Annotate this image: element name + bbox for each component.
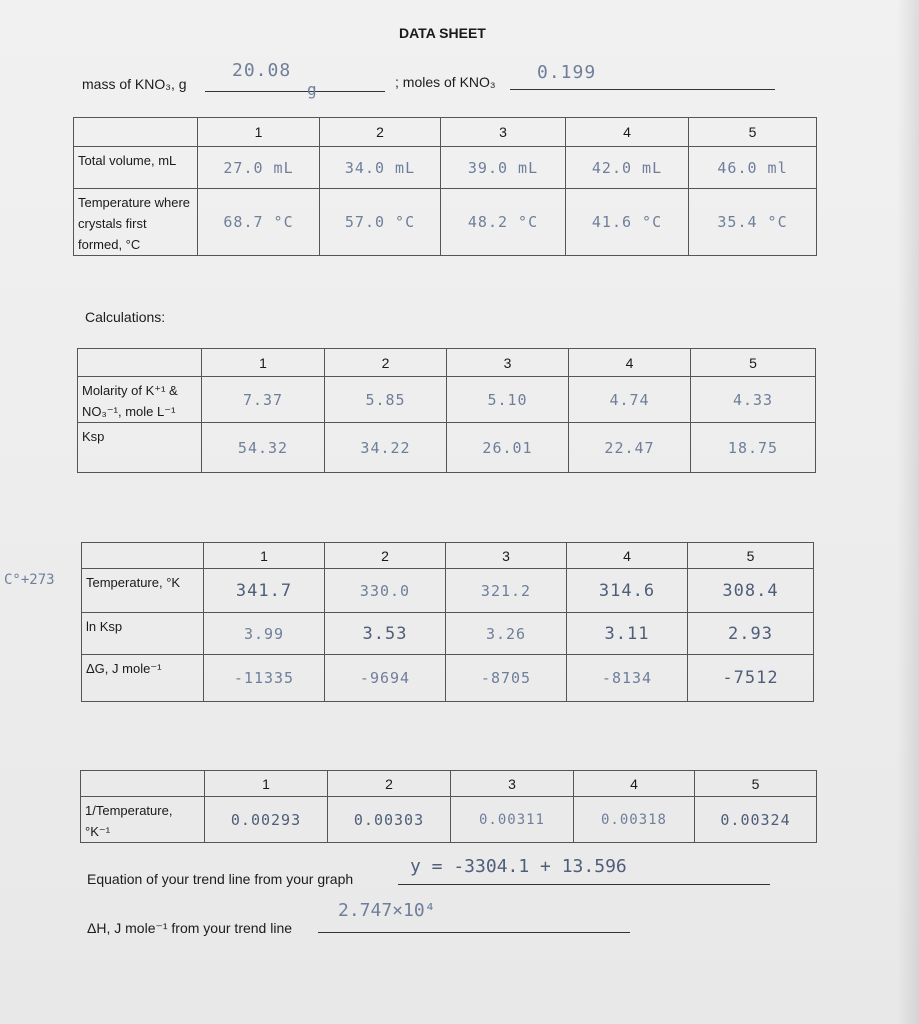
data-table-inverse-temperature [80, 770, 817, 843]
row-label-ksp: Ksp [78, 423, 202, 473]
corner-cell [74, 118, 198, 147]
table-cell: 4.33 [691, 377, 816, 423]
col-header: 1 [198, 118, 320, 147]
table-cell: -8134 [567, 655, 688, 702]
table-cell: 330.0 [325, 569, 446, 613]
table-cell: 2.93 [688, 613, 814, 655]
col-header: 5 [689, 118, 817, 147]
table-cell: 4.74 [569, 377, 691, 423]
enthalpy-label: ΔH, J mole⁻¹ from your trend line [87, 920, 293, 936]
mass-value: 20.08 [232, 60, 292, 81]
table-cell: 3.53 [325, 613, 446, 655]
table-cell: 18.75 [691, 423, 816, 473]
table-cell: 26.01 [447, 423, 569, 473]
table-cell: 39.0 mL [441, 147, 566, 189]
col-header: 3 [446, 543, 567, 569]
col-header: 1 [205, 771, 328, 797]
col-header: 2 [320, 118, 441, 147]
table-cell: 308.4 [688, 569, 814, 613]
col-header: 2 [325, 543, 446, 569]
table-cell: 0.00293 [205, 797, 328, 843]
table-cell: 0.00303 [328, 797, 451, 843]
col-header: 3 [441, 118, 566, 147]
col-header: 4 [569, 349, 691, 377]
row-label-ln-ksp: ln Ksp [82, 613, 204, 655]
corner-cell [82, 543, 204, 569]
row-label-inverse-temperature: 1/Temperature, °K⁻¹ [81, 797, 205, 843]
col-header: 2 [325, 349, 447, 377]
enthalpy-value: 2.747×10⁴ [338, 900, 436, 921]
table-cell: 35.4 °C [689, 189, 817, 256]
equation-value: y = -3304.1 + 13.596 [410, 856, 627, 877]
table-cell: 46.0 ml [689, 147, 817, 189]
moles-underline [510, 89, 775, 90]
row-label-delta-g: ΔG, J mole⁻¹ [82, 655, 204, 702]
table-cell: -11335 [204, 655, 325, 702]
equation-underline [398, 884, 770, 885]
col-header: 1 [202, 349, 325, 377]
table-cell: 5.85 [325, 377, 447, 423]
col-header: 3 [447, 349, 569, 377]
page-edge-shadow [897, 0, 919, 1024]
table-cell: 48.2 °C [441, 189, 566, 256]
col-header: 4 [566, 118, 689, 147]
table-cell: -8705 [446, 655, 567, 702]
row-label-total-volume: Total volume, mL [74, 147, 198, 189]
corner-cell [81, 771, 205, 797]
table-cell: 57.0 °C [320, 189, 441, 256]
col-header: 5 [695, 771, 817, 797]
moles-value: 0.199 [537, 62, 597, 83]
table-cell: 3.99 [204, 613, 325, 655]
corner-cell [78, 349, 202, 377]
col-header: 2 [328, 771, 451, 797]
col-header: 5 [691, 349, 816, 377]
equation-label: Equation of your trend line from your graph [87, 871, 354, 887]
mass-unit: g [307, 80, 318, 99]
col-header: 3 [451, 771, 574, 797]
enthalpy-underline [318, 932, 630, 933]
table-cell: 42.0 mL [566, 147, 689, 189]
table-cell: 22.47 [569, 423, 691, 473]
data-table-volume-temperature [73, 117, 817, 256]
row-label-temperature-crystals: Temperature where crystals first formed, °C [74, 189, 198, 256]
table-cell: 321.2 [446, 569, 567, 613]
table-cell: 27.0 mL [198, 147, 320, 189]
mass-underline [205, 91, 385, 92]
page-title: DATA SHEET [399, 25, 486, 41]
table-cell: 341.7 [204, 569, 325, 613]
table-cell: -9694 [325, 655, 446, 702]
table-cell: 68.7 °C [198, 189, 320, 256]
moles-label: ; moles of KNO₃ [395, 74, 496, 90]
table-cell: 5.10 [447, 377, 569, 423]
table-cell: 34.0 mL [320, 147, 441, 189]
table-cell: -7512 [688, 655, 814, 702]
row-label-temperature-k: Temperature, °K [82, 569, 204, 613]
table-cell: 314.6 [567, 569, 688, 613]
calculations-label: Calculations: [85, 309, 166, 325]
col-header: 4 [567, 543, 688, 569]
table-cell: 34.22 [325, 423, 447, 473]
row-label-molarity: Molarity of K⁺¹ & NO₃⁻¹, mole L⁻¹ [78, 377, 202, 423]
col-header: 1 [204, 543, 325, 569]
table-cell: 3.11 [567, 613, 688, 655]
table-cell: 7.37 [202, 377, 325, 423]
table-cell: 0.00318 [574, 797, 695, 843]
table-cell: 0.00324 [695, 797, 817, 843]
col-header: 4 [574, 771, 695, 797]
table-cell: 3.26 [446, 613, 567, 655]
data-table-temperature-lnksp-dg [81, 542, 814, 702]
table-cell: 41.6 °C [566, 189, 689, 256]
col-header: 5 [688, 543, 814, 569]
data-table-molarity-ksp [77, 348, 816, 473]
table-cell: 0.00311 [451, 797, 574, 843]
mass-label: mass of KNO₃, g [82, 76, 187, 92]
margin-note: C°+273 [4, 572, 55, 588]
table-cell: 54.32 [202, 423, 325, 473]
